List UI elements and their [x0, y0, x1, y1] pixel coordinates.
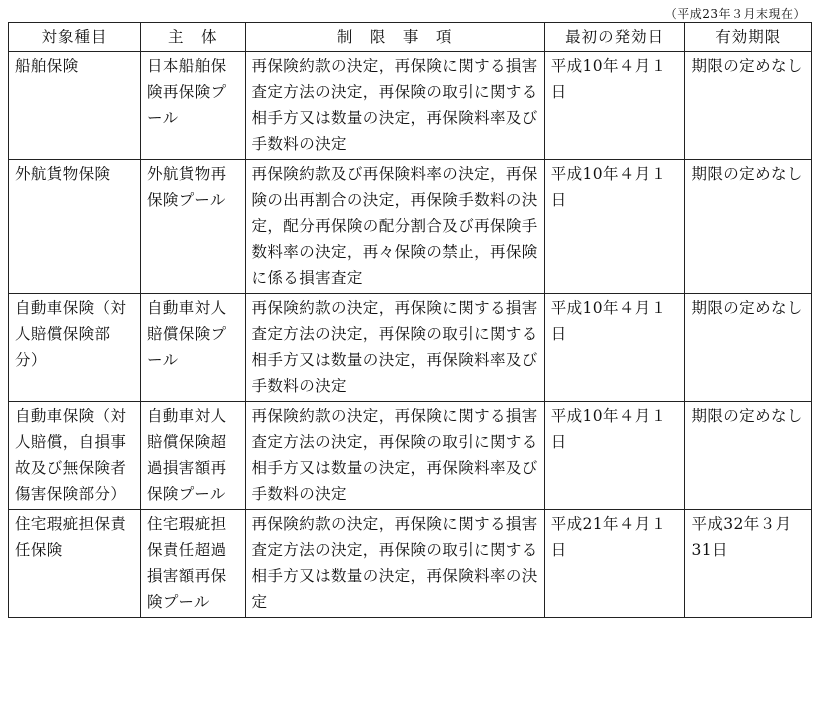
cell-effective-date: 平成10年４月１日: [544, 402, 685, 510]
restriction-table: [8, 22, 812, 618]
cell-restrictions: 再保険約款の決定，再保険に関する損害査定方法の決定，再保険の取引に関する相手方又は数量の決定，再保険料率及び手数料の決定: [245, 294, 544, 402]
as-of-note: （平成23年３月末現在）: [664, 7, 806, 21]
header-entity: 主 体: [141, 23, 246, 52]
table-row: [9, 294, 812, 402]
cell-restrictions: 再保険約款の決定，再保険に関する損害査定方法の決定，再保険の取引に関する相手方又は数量の決定，再保険料率及び手数料の決定: [245, 52, 544, 160]
cell-entity: 自動車対人賠償保険プール: [141, 294, 246, 402]
table-row: [9, 402, 812, 510]
table-row: [9, 160, 812, 294]
table-row: [9, 510, 812, 618]
cell-effective-date: 平成10年４月１日: [544, 160, 685, 294]
cell-entity: 自動車対人賠償保険超過損害額再保険プール: [141, 402, 246, 510]
cell-entity: 住宅瑕疵担保責任超過損害額再保険プール: [141, 510, 246, 618]
header-type: 対象種目: [9, 23, 141, 52]
cell-expiry: 平成32年３月31日: [685, 510, 812, 618]
cell-expiry: 期限の定めなし: [685, 160, 812, 294]
cell-type: 外航貨物保険: [9, 160, 141, 294]
cell-type: 自動車保険（対人賠償，自損事故及び無保険者傷害保険部分）: [9, 402, 141, 510]
cell-restrictions: 再保険約款及び再保険料率の決定，再保険の出再割合の決定，再保険手数料の決定，配分再保険の配分割合及び再保険手数料率の決定，再々保険の禁止，再保険に係る損害査定: [245, 160, 544, 294]
cell-type: 船舶保険: [9, 52, 141, 160]
cell-effective-date: 平成21年４月１日: [544, 510, 685, 618]
header-effective-date: 最初の発効日: [544, 23, 685, 52]
cell-type: 住宅瑕疵担保責任保険: [9, 510, 141, 618]
header-expiry: 有効期限: [685, 23, 812, 52]
cell-restrictions: 再保険約款の決定，再保険に関する損害査定方法の決定，再保険の取引に関する相手方又は数量の決定，再保険料率の決定: [245, 510, 544, 618]
cell-type: 自動車保険（対人賠償保険部分）: [9, 294, 141, 402]
header-row: [9, 23, 812, 52]
cell-expiry: 期限の定めなし: [685, 294, 812, 402]
cell-expiry: 期限の定めなし: [685, 402, 812, 510]
cell-entity: 外航貨物再保険プール: [141, 160, 246, 294]
table-row: [9, 52, 812, 160]
cell-restrictions: 再保険約款の決定，再保険に関する損害査定方法の決定，再保険の取引に関する相手方又は数量の決定，再保険料率及び手数料の決定: [245, 402, 544, 510]
cell-effective-date: 平成10年４月１日: [544, 52, 685, 160]
cell-entity: 日本船舶保険再保険プール: [141, 52, 246, 160]
cell-expiry: 期限の定めなし: [685, 52, 812, 160]
header-restrictions: 制 限 事 項: [245, 23, 544, 52]
cell-effective-date: 平成10年４月１日: [544, 294, 685, 402]
